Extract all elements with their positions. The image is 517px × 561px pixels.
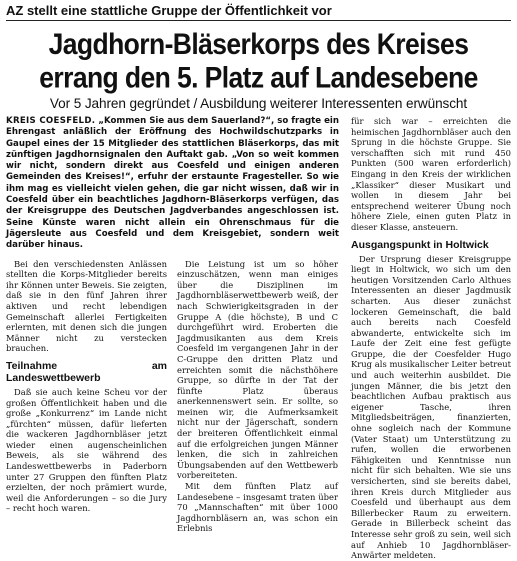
dateline: KREIS COESFELD.: [6, 116, 96, 126]
article-body: [6, 116, 511, 561]
column-3: [351, 116, 511, 561]
column-2: [177, 259, 338, 534]
headline-line-1: Jagdhorn-Bläserkorps des Kreises: [48, 27, 469, 61]
column-3-subheading: Ausgangspunkt in Holtwick: [351, 238, 489, 251]
headline-line-2: errang den 5. Platz auf Landesebene: [39, 60, 478, 95]
column-1-subheading: Teilnahme am Landeswettbewerb: [6, 359, 167, 384]
column-1: [6, 259, 167, 534]
column-1-paragraph-1: Bei den verschiedensten Anlässen stellten die Korps-Mitglieder bereits ihr Können unter Beweis. Sie zeigten, daß sie in den fünf Jahren ihrer aktiven und recht lebendigen Gemeinschaft allerlei Fertigkeiten erlernten, mit denen sich die jungen Männer nicht zu verstecken brauchen.: [6, 258, 167, 354]
lead-paragraph: [6, 116, 339, 252]
column-3-paragraph-2: Der Ursprung dieser Kreisgruppe liegt in Holtwick, wo sich um den heutigen Vorsitzenden Carlo Althues Interessenten an dieser Jagdmusik scharten. Aus dieser zunächst lockeren Gemeinschaft, die bald auch bereits nach Coesfeld abwanderte, entwickelte sich im Laufe der Zeit eine fest gefügte Gruppe, die der Coesfelder Hugo Krug als musikalischer Leiter betreut und auch weiterhin ausbildet. Die jungen Männer, die bis jetzt den beachtlichen Aufbau praktisch aus eigener Tasche, ihren Mitgliedsbeiträgen, finanzierten, ohne sogleich nach der Kommune (Vater Staat) um Unterstützung zu rufen, wollen die erworbenen Fähigkeiten und Kenntnisse nun nicht für sich behalten. Wie sie uns versicherten, sind sie bereits dabei, ihren Kreis durch Mitglieder aus Coesfeld und überhaupt aus dem Billerbecker Raum zu erweitern. Gerade in Billerbeck scheint das Interesse sehr groß zu sein, weil sich auf Anhieb 10 Jagdhornbläser-Anwärter meldeten.: [351, 253, 511, 561]
headline: [6, 27, 511, 94]
subheadline: Vor 5 Jahren gegründet / Ausbildung weiterer Interessenten erwünscht: [49, 96, 468, 111]
column-3-paragraph-1: für sich war – erreichten die heimischen Jagdhornbläser auch den Sprung in die höchste Gruppe. Sie verschafften sich mit rund 450 Punkten (500 waren erforderlich) Eingang in den Kreis der wirklichen „Klassiker“ dieser Musikart und wollen in diesem Jahr bei entsprechend weiterer Übung noch höhere Ziele, einen guten Platz in dieser Klasse, ansteuern.: [351, 116, 511, 232]
kicker-line: AZ stellt eine stattliche Gruppe der Öffentlichkeit vor: [6, 3, 511, 21]
lead-text: „Kommen Sie aus dem Sauerland?“, so fragte ein Ehrengast anläßlich der Eröffnung des Hochwildschutzparks in Gaupel eines der 15 Mitglieder des stattlichen Bläserkorps, das mit zünftigen Jagdhornsignalen den Auftakt gab. „Von so weit kommen wir nicht, sondern direkt aus Coesfeld und einigen anderen Gemeinden des Kreises!“, erfuhr der erstaunte Fragesteller. So wie ihm mag es vielleicht vielen gehen, die gar nicht wissen, daß wir in Coesfeld über ein beachtliches Jagdhorn-Bläserkorps verfügen, das der Kreisgruppe des Deutschen Jagdverbandes angeschlossen ist. Seine Künste waren nicht allein ein Ohrenschmaus für die Jägersleute aus Coesfeld und dem Kreisgebiet, sondern weit darüber hinaus.: [6, 116, 339, 251]
column-2-paragraph-2: Mit dem fünften Platz auf Landesebene – insgesamt traten über 70 „Mannschaften“ mit über 1000 Jagdhornbläsern an, was schon ein Erlebnis: [177, 481, 338, 534]
column-1-paragraph-2: Daß sie auch keine Scheu vor der großen Öffentlichkeit haben und die große „Konkurrenz“ im Lande nicht „fürchten“ müssen, dafür lieferten die wackeren Jagdhornbläser jetzt wieder einen augenscheinlichen Beweis, als sie während des Landeswettbewerbs in Paderborn unter 27 Gruppen den fünften Platz erzielten, der noch prämiert wurde, weil die Anforderungen – so die Jury – recht hoch waren.: [6, 386, 167, 514]
column-2-paragraph-1: Die Leistung ist um so höher einzuschätzen, wenn man einiges über die Disziplinen im Jagdhornbläserwettbewerb weiß, der nach Schwierigkeitsgraden in der Gruppe A (die höchste), B und C durchgeführt wird. Eroberten die Jagdmusikanten aus dem Kreis Coesfeld im vergangenen Jahr in der C-Gruppe den dritten Platz und erreichten somit die nächsthöhere Gruppe, so dürfte in der Tat der fünfte Platz überaus anerkennenswert sein. Er sollte, so meinen wir, die Aufmerksamkeit nicht nur der Jägerschaft, sondern der breiteren Öffentlichkeit einmal auf die erfolgreichen jungen Männer lenken, die sich in zahlreichen Übungsabenden auf den Wettbewerb vorbereiteten.: [177, 258, 338, 481]
